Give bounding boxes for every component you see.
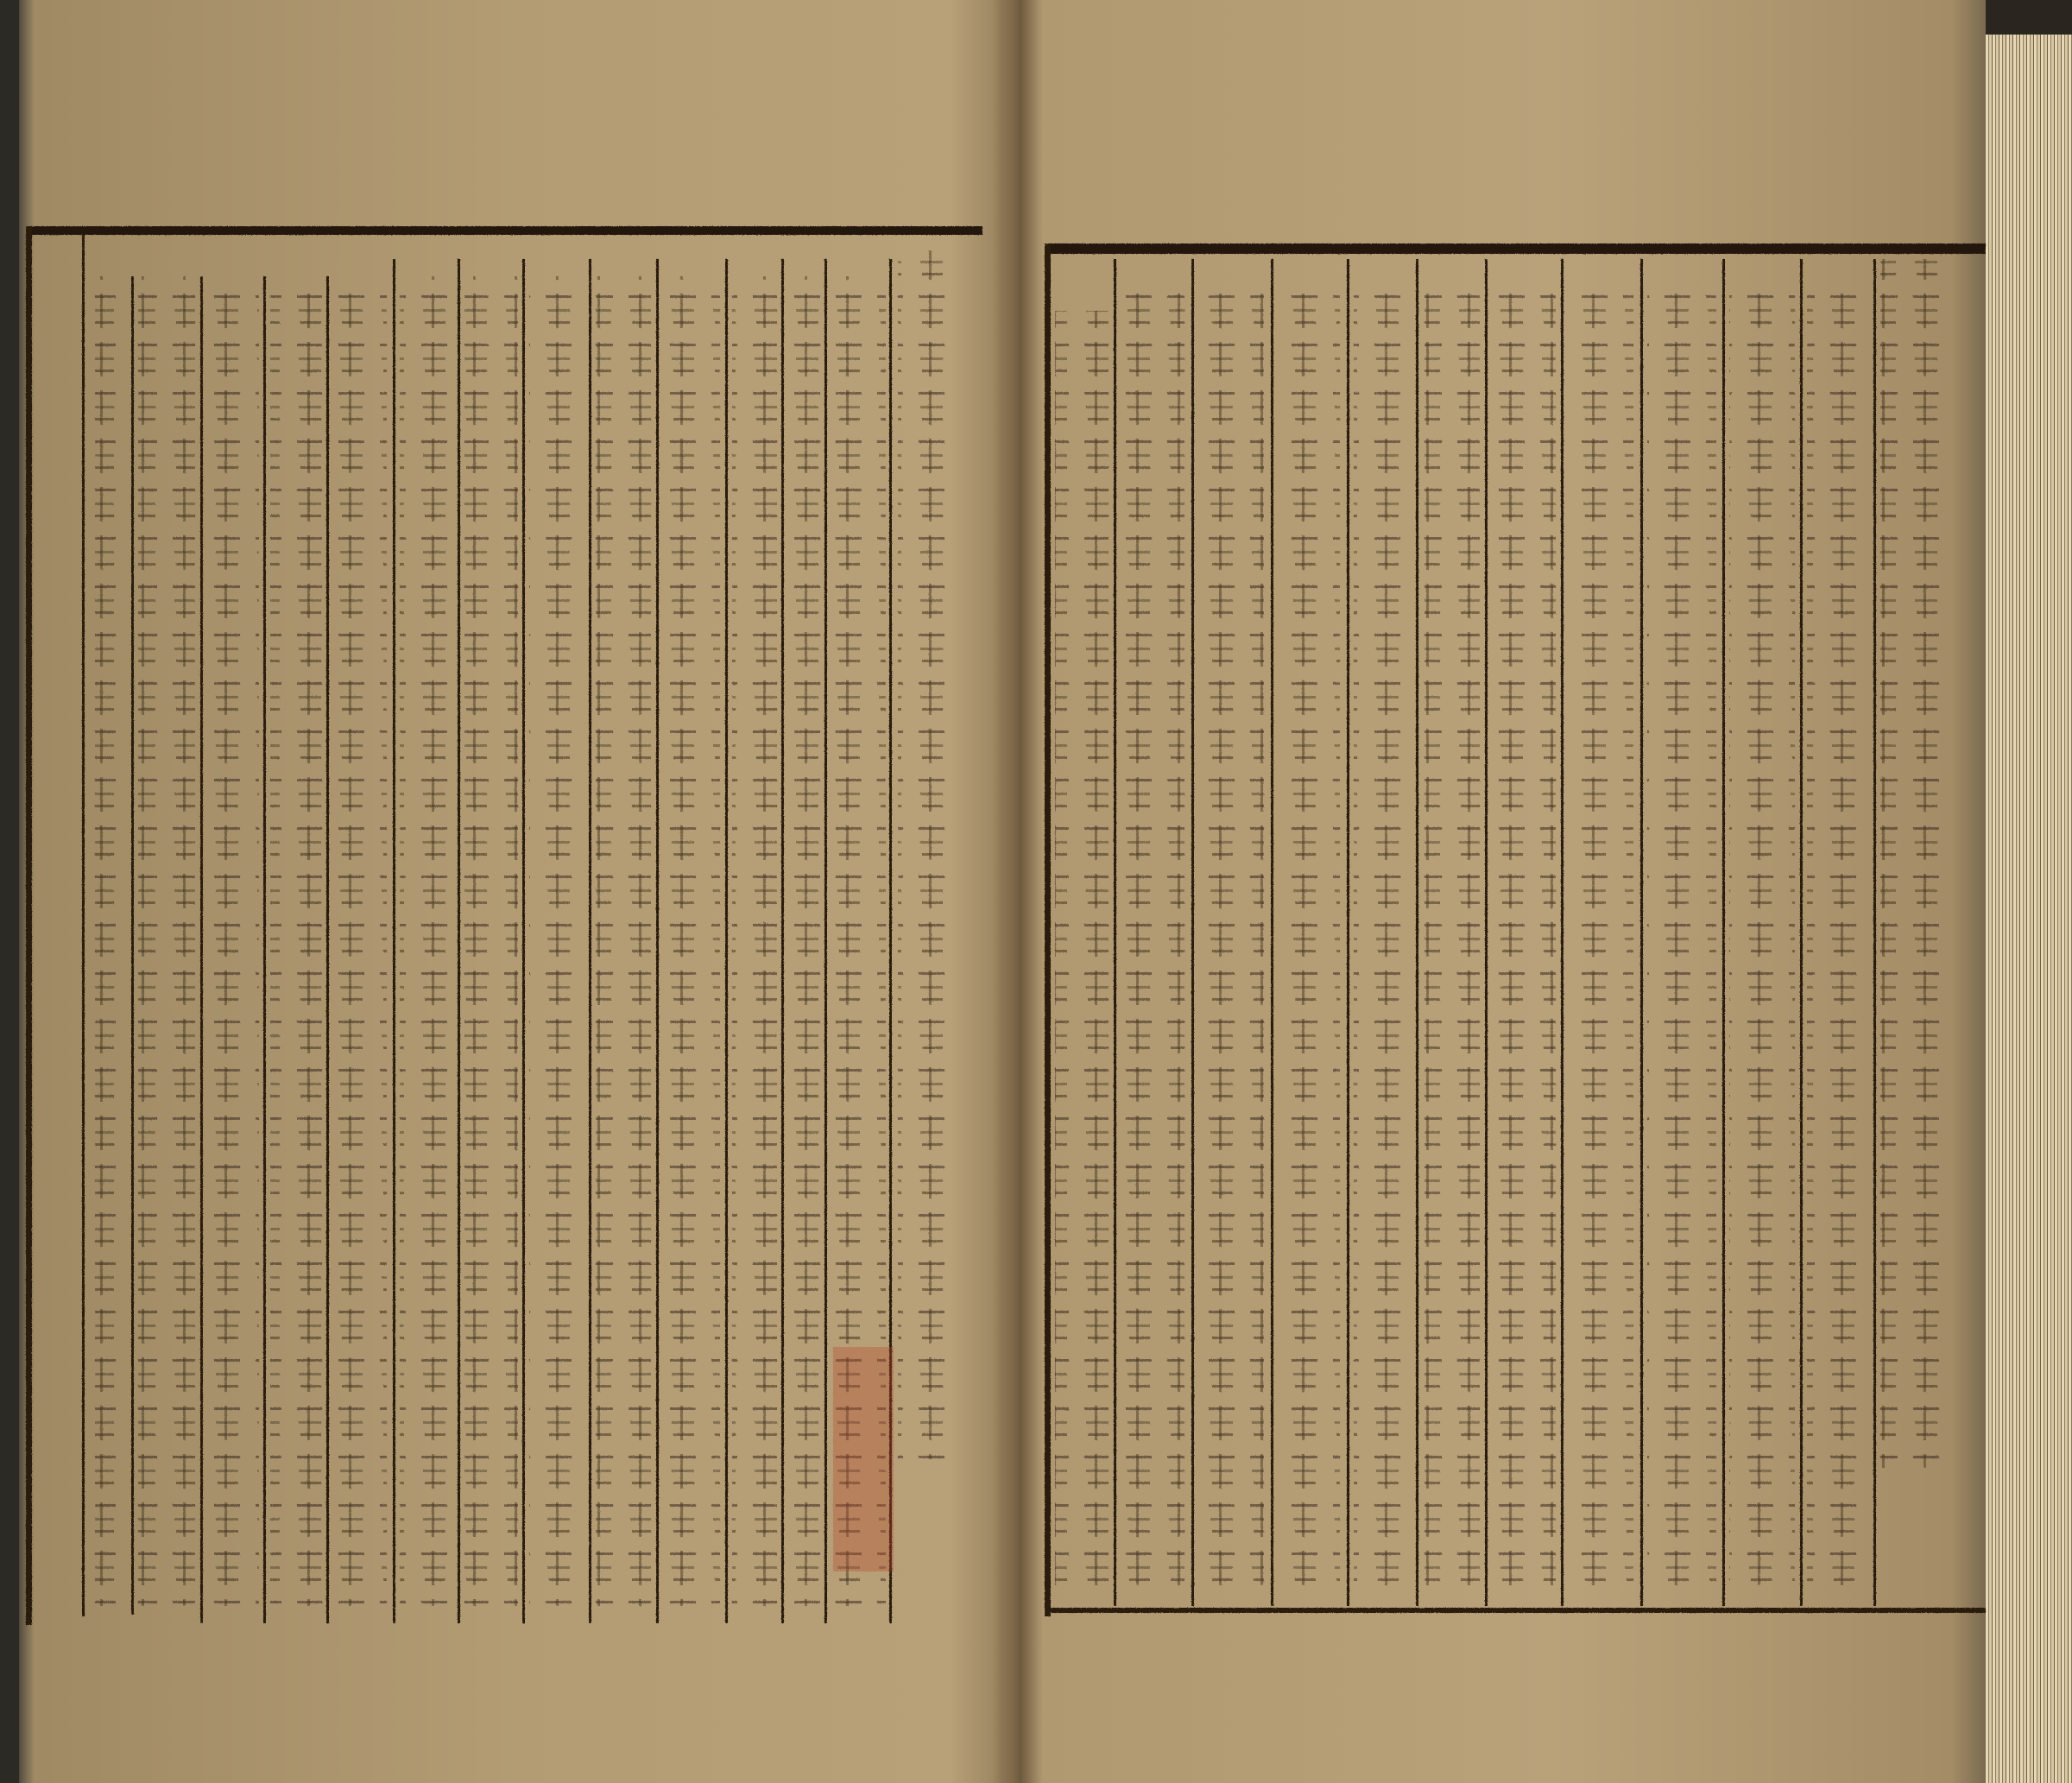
- text-column: [400, 276, 453, 1606]
- right-page-bottom-border: [1048, 1608, 1986, 1613]
- right-page-top-border: [1045, 243, 1986, 254]
- text-column: [663, 276, 720, 1606]
- text-column: [207, 294, 259, 1606]
- text-column: [333, 285, 387, 1606]
- seal-stamp: [833, 1347, 894, 1571]
- text-column: [898, 250, 950, 1459]
- text-column: [596, 276, 651, 1606]
- text-column: [464, 276, 518, 1606]
- text-column: [1647, 285, 1716, 1589]
- text-column: [732, 276, 777, 1606]
- text-column: [787, 276, 820, 1606]
- left-page-outer-border: [26, 226, 32, 1625]
- text-column: [270, 285, 322, 1606]
- text-column: [1200, 294, 1264, 1589]
- text-column: [529, 276, 584, 1606]
- text-column: [1122, 294, 1184, 1589]
- text-column: [1354, 285, 1411, 1589]
- right-page-text-columns: [1055, 259, 1949, 1589]
- left-page-top-border: [26, 226, 982, 235]
- text-column: [1807, 285, 1869, 1589]
- text-column: [95, 276, 128, 1606]
- text-column: [138, 276, 195, 1606]
- text-column: [1424, 285, 1480, 1589]
- text-column: [1880, 259, 1949, 1468]
- text-column: [1729, 285, 1795, 1589]
- text-column: [1492, 285, 1556, 1589]
- text-column: [1278, 285, 1340, 1589]
- right-page-inner-border: [1045, 243, 1051, 1616]
- left-page: [26, 226, 982, 1625]
- right-page: [1045, 243, 1986, 1616]
- text-column: [1055, 311, 1109, 1589]
- text-column: [1570, 285, 1633, 1589]
